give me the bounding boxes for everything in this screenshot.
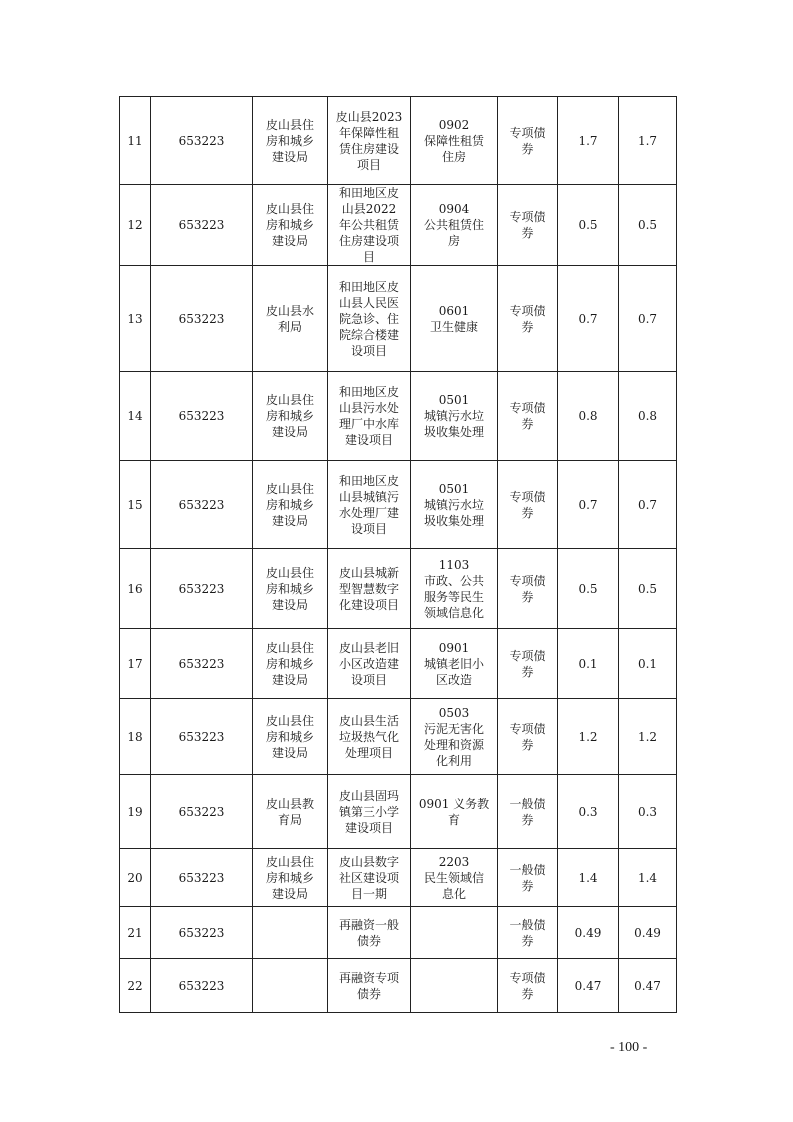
- project-category-cell: 0902 保障性租赁 住房: [411, 97, 498, 185]
- region-code-cell: 653223: [151, 907, 253, 959]
- row-number-cell: 14: [120, 372, 151, 461]
- region-code-cell: 653223: [151, 185, 253, 266]
- row-number-cell: 22: [120, 959, 151, 1013]
- amount-new-cell: 0.8: [619, 372, 677, 461]
- project-name-cell: 和田地区皮 山县2022 年公共租赁 住房建设项 目: [328, 185, 411, 266]
- bond-type-cell: 专项债 券: [498, 549, 558, 629]
- unit-name-cell: 皮山县住 房和城乡 建设局: [253, 629, 328, 699]
- project-name-cell: 皮山县老旧 小区改造建 设项目: [328, 629, 411, 699]
- bond-type-cell: 专项债 券: [498, 629, 558, 699]
- region-code-cell: 653223: [151, 849, 253, 907]
- row-number-cell: 17: [120, 629, 151, 699]
- bond-type-cell: 一般债 券: [498, 849, 558, 907]
- amount-total-cell: 0.5: [558, 185, 619, 266]
- bond-type-cell: 一般债 券: [498, 907, 558, 959]
- row-number-cell: 12: [120, 185, 151, 266]
- row-number-cell: 21: [120, 907, 151, 959]
- unit-name-cell: 皮山县教 育局: [253, 775, 328, 849]
- region-code-cell: 653223: [151, 699, 253, 775]
- page-number: - 100 -: [610, 1040, 648, 1055]
- table-row: [120, 775, 677, 849]
- project-category-cell: 0901 义务教 育: [411, 775, 498, 849]
- amount-total-cell: 1.4: [558, 849, 619, 907]
- bond-type-cell: 专项债 券: [498, 266, 558, 372]
- table-row: [120, 97, 677, 185]
- project-category-cell: [411, 959, 498, 1013]
- amount-total-cell: 0.3: [558, 775, 619, 849]
- table-row: [120, 266, 677, 372]
- amount-total-cell: 0.47: [558, 959, 619, 1013]
- amount-new-cell: 0.47: [619, 959, 677, 1013]
- project-name-cell: 皮山县数字 社区建设项 目一期: [328, 849, 411, 907]
- unit-name-cell: 皮山县住 房和城乡 建设局: [253, 699, 328, 775]
- table-row: [120, 959, 677, 1013]
- amount-new-cell: 0.7: [619, 461, 677, 549]
- amount-total-cell: 0.7: [558, 461, 619, 549]
- row-number-cell: 15: [120, 461, 151, 549]
- unit-name-cell: 皮山县住 房和城乡 建设局: [253, 849, 328, 907]
- project-category-cell: [411, 907, 498, 959]
- amount-total-cell: 0.5: [558, 549, 619, 629]
- project-name-cell: 皮山县城新 型智慧数字 化建设项目: [328, 549, 411, 629]
- project-name-cell: 和田地区皮 山县城镇污 水处理厂建 设项目: [328, 461, 411, 549]
- amount-total-cell: 1.2: [558, 699, 619, 775]
- amount-new-cell: 1.2: [619, 699, 677, 775]
- amount-total-cell: 0.7: [558, 266, 619, 372]
- region-code-cell: 653223: [151, 549, 253, 629]
- amount-new-cell: 1.4: [619, 849, 677, 907]
- unit-name-cell: 皮山县住 房和城乡 建设局: [253, 461, 328, 549]
- amount-new-cell: 0.3: [619, 775, 677, 849]
- region-code-cell: 653223: [151, 266, 253, 372]
- bond-type-cell: 专项债 券: [498, 97, 558, 185]
- bond-type-cell: 专项债 券: [498, 372, 558, 461]
- region-code-cell: 653223: [151, 372, 253, 461]
- bond-type-cell: 专项债 券: [498, 461, 558, 549]
- project-name-cell: 再融资一般 债券: [328, 907, 411, 959]
- region-code-cell: 653223: [151, 959, 253, 1013]
- project-category-cell: 0501 城镇污水垃 圾收集处理: [411, 372, 498, 461]
- project-category-cell: 0901 城镇老旧小 区改造: [411, 629, 498, 699]
- table-row: [120, 629, 677, 699]
- unit-name-cell: 皮山县住 房和城乡 建设局: [253, 549, 328, 629]
- row-number-cell: 11: [120, 97, 151, 185]
- amount-total-cell: 0.8: [558, 372, 619, 461]
- bond-type-cell: 专项债 券: [498, 699, 558, 775]
- row-number-cell: 20: [120, 849, 151, 907]
- region-code-cell: 653223: [151, 97, 253, 185]
- table-row: [120, 461, 677, 549]
- amount-new-cell: 0.1: [619, 629, 677, 699]
- amount-new-cell: 0.5: [619, 549, 677, 629]
- unit-name-cell: 皮山县住 房和城乡 建设局: [253, 185, 328, 266]
- project-name-cell: 皮山县2023 年保障性租 赁住房建设 项目: [328, 97, 411, 185]
- table-row: [120, 699, 677, 775]
- region-code-cell: 653223: [151, 629, 253, 699]
- bond-type-cell: 一般债 券: [498, 775, 558, 849]
- bond-type-cell: 专项债 券: [498, 185, 558, 266]
- unit-name-cell: 皮山县住 房和城乡 建设局: [253, 372, 328, 461]
- unit-name-cell: [253, 959, 328, 1013]
- project-name-cell: 皮山县生活 垃圾热气化 处理项目: [328, 699, 411, 775]
- amount-total-cell: 1.7: [558, 97, 619, 185]
- table-row: [120, 907, 677, 959]
- debt-project-table: [119, 96, 677, 1013]
- table-row: [120, 549, 677, 629]
- region-code-cell: 653223: [151, 775, 253, 849]
- unit-name-cell: 皮山县住 房和城乡 建设局: [253, 97, 328, 185]
- amount-total-cell: 0.49: [558, 907, 619, 959]
- table-row: [120, 372, 677, 461]
- table-row: [120, 849, 677, 907]
- amount-new-cell: 0.7: [619, 266, 677, 372]
- project-name-cell: 和田地区皮 山县人民医 院急诊、住 院综合楼建 设项目: [328, 266, 411, 372]
- amount-new-cell: 0.49: [619, 907, 677, 959]
- project-name-cell: 和田地区皮 山县污水处 理厂中水库 建设项目: [328, 372, 411, 461]
- unit-name-cell: [253, 907, 328, 959]
- region-code-cell: 653223: [151, 461, 253, 549]
- bond-type-cell: 专项债 券: [498, 959, 558, 1013]
- project-category-cell: 0601 卫生健康: [411, 266, 498, 372]
- project-category-cell: 2203 民生领域信 息化: [411, 849, 498, 907]
- row-number-cell: 19: [120, 775, 151, 849]
- project-name-cell: 再融资专项 债券: [328, 959, 411, 1013]
- amount-total-cell: 0.1: [558, 629, 619, 699]
- project-category-cell: 1103 市政、公共 服务等民生 领域信息化: [411, 549, 498, 629]
- table-row: [120, 185, 677, 266]
- project-category-cell: 0904 公共租赁住 房: [411, 185, 498, 266]
- project-category-cell: 0501 城镇污水垃 圾收集处理: [411, 461, 498, 549]
- project-category-cell: 0503 污泥无害化 处理和资源 化利用: [411, 699, 498, 775]
- amount-new-cell: 0.5: [619, 185, 677, 266]
- unit-name-cell: 皮山县水 利局: [253, 266, 328, 372]
- row-number-cell: 18: [120, 699, 151, 775]
- row-number-cell: 16: [120, 549, 151, 629]
- row-number-cell: 13: [120, 266, 151, 372]
- amount-new-cell: 1.7: [619, 97, 677, 185]
- project-name-cell: 皮山县固玛 镇第三小学 建设项目: [328, 775, 411, 849]
